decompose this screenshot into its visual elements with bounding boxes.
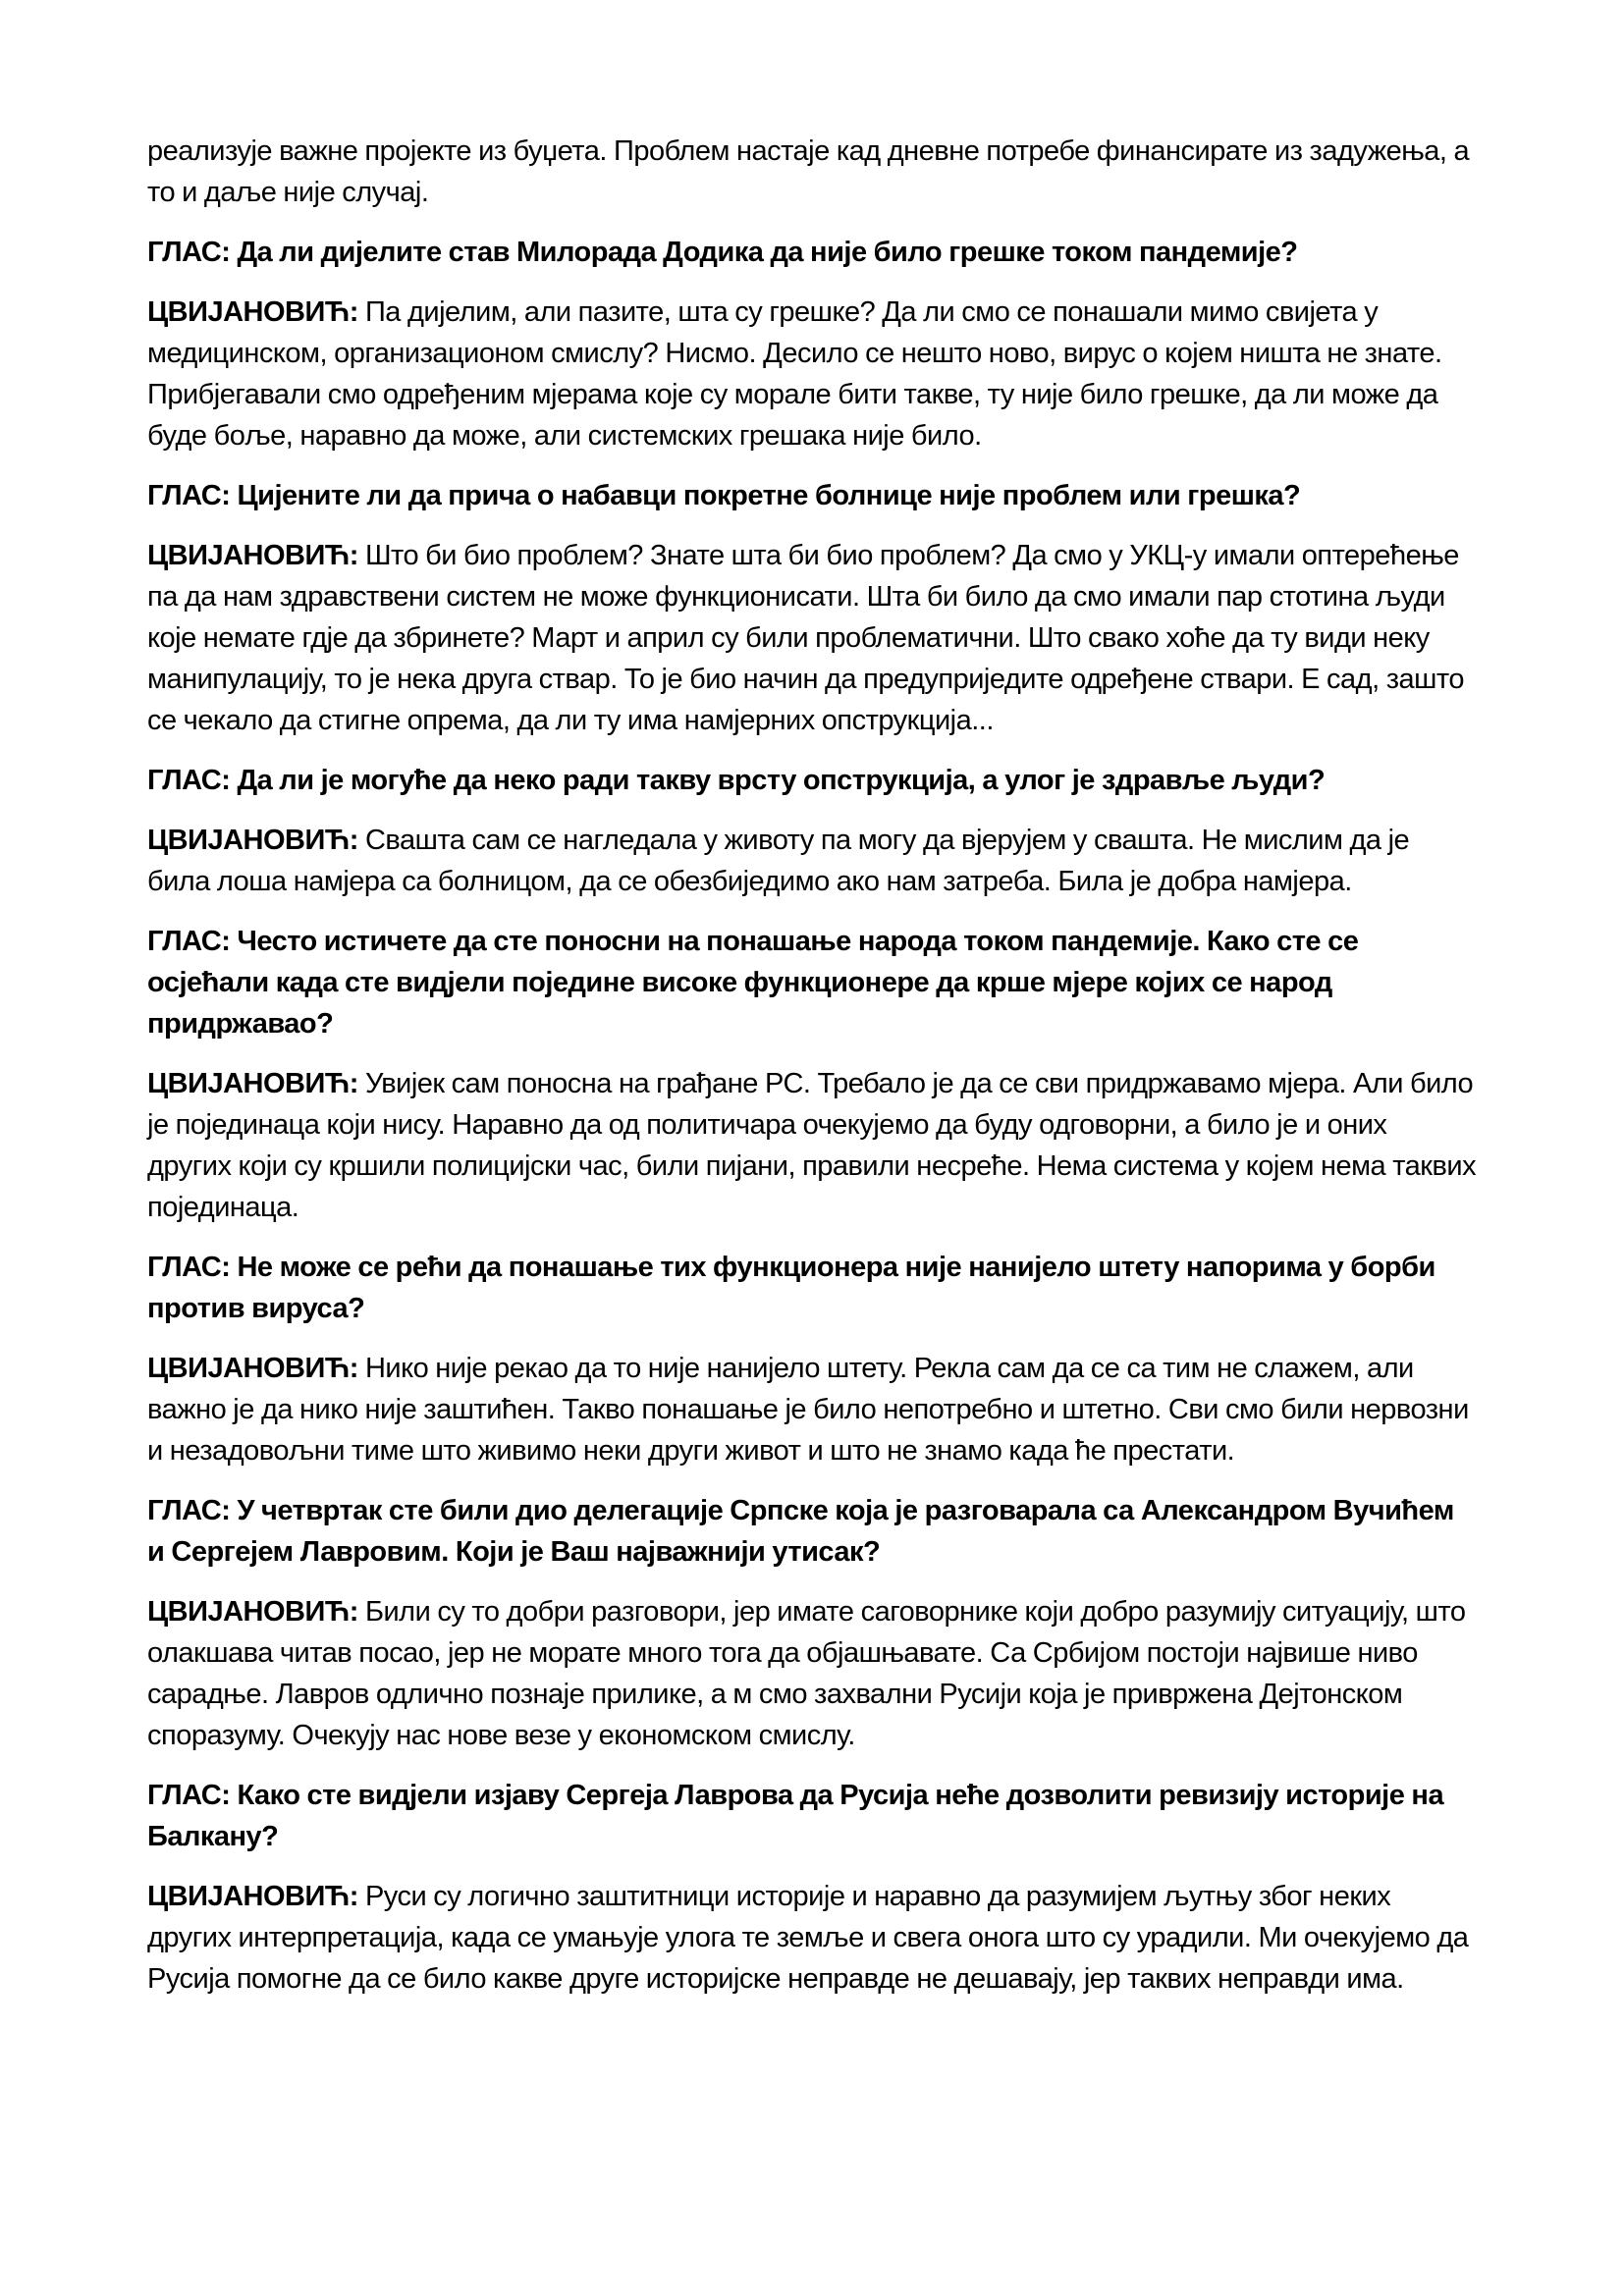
question-paragraph: [147, 475, 1477, 516]
paragraph-text: Цијените ли да прича о набавци покретне болнице није проблем или грешка?: [237, 480, 1301, 511]
speaker-label: ГЛАС:: [147, 1252, 231, 1283]
paragraph-text: Руси су логично заштитници историје и наравно да разумијем љутњу због неких других интерпретација, када се умањује улога те земље и свега онога што су урадили. Ми очекујемо да Русија помогне да се било какве друге историјске неправде не дешавају, јер таквих неправди има.: [147, 1881, 1469, 1995]
answer-paragraph: [147, 1876, 1477, 2000]
speaker-label: ЦВИЈАНОВИЋ:: [147, 1353, 358, 1384]
speaker-label: ЦВИЈАНОВИЋ:: [147, 540, 358, 571]
paragraph-text: Били су то добри разговори, јер имате саговорнике који добро разумију ситуацију, што олакшава читав посао, јер не морате много тога да објашњавате. Са Србијом постоји највише ниво сарадње. Лавров одлично познаје прилике, а м смо захвални Русији која је привржена Дејтонском споразуму. Очекују нас нове везе у економском смислу.: [147, 1596, 1466, 1751]
answer-paragraph: [147, 131, 1477, 213]
speaker-label: ЦВИЈАНОВИЋ:: [147, 296, 358, 328]
speaker-label: ГЛАС:: [147, 765, 231, 796]
speaker-label: ЦВИЈАНОВИЋ:: [147, 1596, 358, 1628]
paragraph-text: Често истичете да сте поносни на понашање народа током пандемије. Како сте се осјећали када сте видјели поједине високе функционере да крше мјере којих се народ придржавао?: [147, 926, 1359, 1040]
question-paragraph: [147, 1247, 1477, 1329]
answer-paragraph: [147, 1591, 1477, 1756]
paragraph-text: реализује важне пројекте из буџета. Проблем настаје кад дневне потребе финансирате из задужења, а то и даље није случај.: [147, 135, 1470, 208]
question-paragraph: [147, 921, 1477, 1044]
answer-paragraph: [147, 820, 1477, 902]
speaker-label: ЦВИЈАНОВИЋ:: [147, 1068, 358, 1099]
paragraph-text: Нико није рекао да то није нанијело штету. Рекла сам да се са тим не слажем, али важно је да нико није заштићен. Такво понашање је било непотребно и штетно. Сви смо били нервозни и незадовољни тиме што живимо неки други живот и што не знамо када ће престати.: [147, 1353, 1469, 1467]
question-paragraph: [147, 1490, 1477, 1573]
paragraph-text: Па дијелим, али пазите, шта су грешке? Да ли смо се понашали мимо свијета у медицинском, организационом смислу? Нисмо. Десило се нешто ново, вирус о којем ништа не знате. Прибјегавали смо одређеним мјерама које су морале бити такве, ту није било грешке, да ли може да буде боље, наравно да може, али системских грешака није било.: [147, 296, 1442, 452]
speaker-label: ГЛАС:: [147, 480, 231, 511]
paragraph-text: Не може се рећи да понашање тих функционера није нанијело штету напорима у борби против вируса?: [147, 1252, 1435, 1324]
paragraph-text: Увијек сам поносна на грађане РС. Требало је да се сви придржавамо мјера. Али било је појединаца који нису. Наравно да од политичара очекујемо да буду одговорни, а било је и оних других који су кршили полицијски час, били пијани, правили несреће. Нема система у којем нема таквих појединаца.: [147, 1068, 1477, 1223]
answer-paragraph: [147, 535, 1477, 741]
paragraph-text: Да ли је могуће да неко ради такву врсту опструкција, а улог је здравље људи?: [237, 765, 1326, 796]
speaker-label: ЦВИЈАНОВИЋ:: [147, 825, 358, 856]
paragraph-text: Како сте видјели изјаву Сергеја Лаврова да Русија неће дозволити ревизију историје на Балкану?: [147, 1780, 1444, 1852]
answer-paragraph: [147, 1348, 1477, 1471]
answer-paragraph: [147, 292, 1477, 456]
speaker-label: ГЛАС:: [147, 1495, 231, 1526]
question-paragraph: [147, 232, 1477, 273]
speaker-label: ГЛАС:: [147, 926, 231, 957]
paragraph-text: Свашта сам се нагледала у животу па могу да вјерујем у свашта. Не мислим да је била лоша намјера са болницом, да се обезбиједимо ако нам затреба. Била је добра намјера.: [147, 825, 1410, 897]
speaker-label: ЦВИЈАНОВИЋ:: [147, 1881, 358, 1912]
paragraph-text: Што би био проблем? Знате шта би био проблем? Да смо у УКЦ-у имали оптерећење па да нам здравствени систем не може функционисати. Шта би било да смо имали пар стотина људи које немате гдје да збринете? Март и април су били проблематични. Што свако хоће да ту види неку манипулацију, то је нека друга ствар. То је био начин да предуприједите одређене ствари. Е сад, зашто се чекало да стигне опрема, да ли ту има намјерних опструкција...: [147, 540, 1464, 736]
paragraph-text: Да ли дијелите став Милорада Додика да није било грешке током пандемије?: [237, 237, 1298, 268]
speaker-label: ГЛАС:: [147, 237, 231, 268]
question-paragraph: [147, 1775, 1477, 1857]
answer-paragraph: [147, 1063, 1477, 1228]
paragraph-text: У четвртак сте били дио делегације Српске која је разговарала са Александром Вучићем и Сергејем Лавровим. Који је Ваш најважнији утисак?: [147, 1495, 1454, 1568]
question-paragraph: [147, 760, 1477, 801]
speaker-label: ГЛАС:: [147, 1780, 231, 1811]
